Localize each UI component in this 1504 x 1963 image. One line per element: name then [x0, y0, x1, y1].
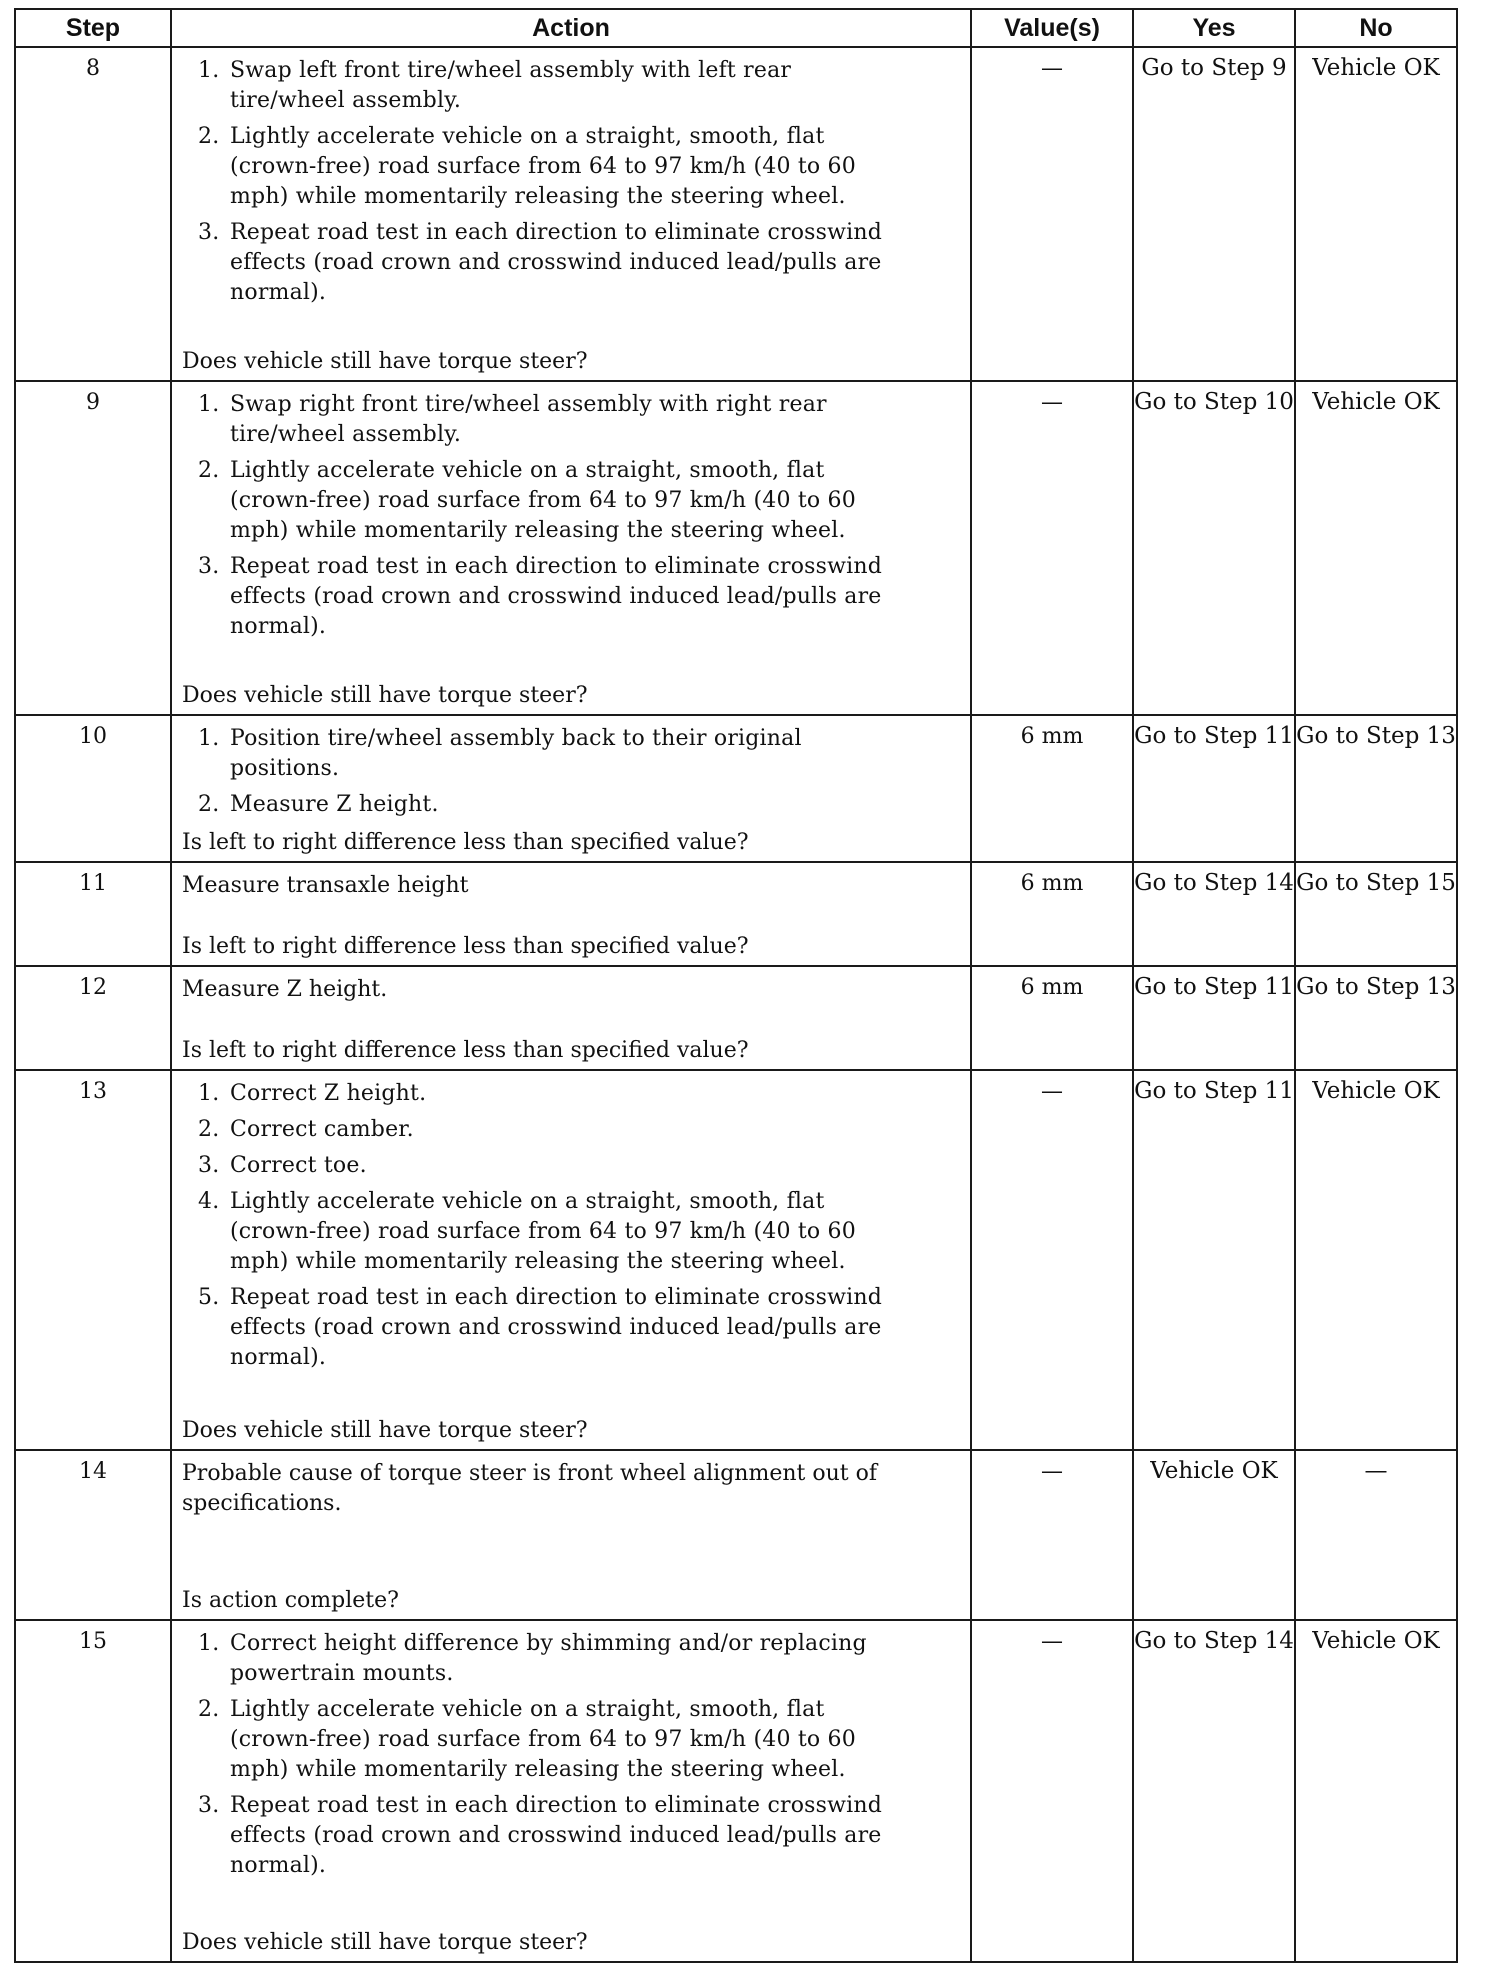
table-row — [15, 1070, 1457, 1450]
action-step-text: Lightly accelerate vehicle on a straight, smooth, flat (crown-free) road surface from 64 to 97 km/h (40 to 60 mph) while momentarily releasing the steering wheel. — [230, 458, 856, 543]
action-step-number: 1. — [198, 1081, 220, 1106]
yes-result: Go to Step 11 — [1133, 715, 1295, 862]
table-body — [15, 47, 1457, 1962]
action-step-number: 3. — [198, 554, 220, 579]
action-step — [198, 1629, 910, 1689]
action-step-text: Position tire/wheel assembly back to their original positions. — [230, 726, 802, 781]
action-step-number: 2. — [198, 1697, 220, 1722]
action-content — [172, 863, 970, 965]
yes-result: Go to Step 14 — [1133, 862, 1295, 966]
action-question: Does vehicle still have torque steer? — [182, 1418, 588, 1443]
action-step — [198, 1115, 910, 1145]
table-row — [15, 862, 1457, 966]
yes-result: Go to Step 11 — [1133, 1070, 1295, 1450]
action-step-number: 1. — [198, 726, 220, 751]
action-question: Does vehicle still have torque steer? — [182, 683, 588, 708]
step-number: 11 — [15, 862, 171, 966]
yes-result: Go to Step 10 — [1133, 381, 1295, 715]
value-cell: — — [971, 47, 1133, 381]
action-column-header: Action — [171, 9, 971, 47]
no-result: Vehicle OK — [1295, 1070, 1457, 1450]
value-cell: — — [971, 381, 1133, 715]
values-column-header: Value(s) — [971, 9, 1133, 47]
yes-result: Go to Step 9 — [1133, 47, 1295, 381]
action-step — [198, 1187, 910, 1277]
action-instructions — [172, 1451, 970, 1519]
action-step-text: Correct camber. — [230, 1117, 414, 1142]
action-step — [198, 790, 910, 820]
table-row — [15, 1450, 1457, 1620]
action-text: Probable cause of torque steer is front wheel alignment out of specifications. — [182, 1461, 877, 1516]
action-step-number: 3. — [198, 220, 220, 245]
action-instructions — [172, 1071, 970, 1379]
no-result: — — [1295, 1450, 1457, 1620]
value-cell: 6 mm — [971, 966, 1133, 1070]
action-step-text: Repeat road test in each direction to eliminate crosswind effects (road crown and crosswind induced lead/pulls are normal). — [230, 220, 883, 305]
step-column-header: Step — [15, 9, 171, 47]
action-step-number: 5. — [198, 1285, 220, 1310]
action-cell — [171, 1620, 971, 1962]
action-instructions — [172, 48, 970, 314]
yes-result: Vehicle OK — [1133, 1450, 1295, 1620]
action-step-number: 1. — [198, 58, 220, 83]
step-number: 14 — [15, 1450, 171, 1620]
step-number: 13 — [15, 1070, 171, 1450]
yes-result: Go to Step 14 — [1133, 1620, 1295, 1962]
table-header-row — [15, 9, 1457, 47]
action-steps-list — [172, 1629, 970, 1881]
action-content — [172, 967, 970, 1069]
action-step-text: Measure Z height. — [230, 792, 439, 817]
action-cell — [171, 715, 971, 862]
action-step-number: 2. — [198, 458, 220, 483]
action-step-number: 4. — [198, 1189, 220, 1214]
action-steps-list — [172, 1079, 970, 1373]
value-cell: — — [971, 1620, 1133, 1962]
action-steps-list — [172, 390, 970, 642]
action-step-text: Repeat road test in each direction to eliminate crosswind effects (road crown and crosswind induced lead/pulls are normal). — [230, 1793, 883, 1878]
action-step-text: Correct height difference by shimming and/or replacing powertrain mounts. — [230, 1631, 867, 1686]
action-step-number: 2. — [198, 1117, 220, 1142]
yes-result: Go to Step 11 — [1133, 966, 1295, 1070]
action-step-text: Lightly accelerate vehicle on a straight, smooth, flat (crown-free) road surface from 64 to 97 km/h (40 to 60 mph) while momentarily releasing the steering wheel. — [230, 124, 856, 209]
action-cell — [171, 47, 971, 381]
action-step-number: 1. — [198, 1631, 220, 1656]
table-row — [15, 47, 1457, 381]
action-question: Is left to right difference less than specified value? — [182, 934, 749, 959]
action-cell — [171, 966, 971, 1070]
action-step-text: Lightly accelerate vehicle on a straight, smooth, flat (crown-free) road surface from 64 to 97 km/h (40 to 60 mph) while momentarily releasing the steering wheel. — [230, 1697, 856, 1782]
action-step — [198, 1079, 910, 1109]
action-content — [172, 1621, 970, 1961]
action-question: Does vehicle still have torque steer? — [182, 349, 588, 374]
action-cell — [171, 862, 971, 966]
action-step-text: Swap left front tire/wheel assembly with left rear tire/wheel assembly. — [230, 58, 792, 113]
action-content — [172, 716, 970, 861]
action-cell — [171, 381, 971, 715]
action-step-number: 2. — [198, 124, 220, 149]
table-row — [15, 715, 1457, 862]
action-step — [198, 390, 910, 450]
action-steps-list — [172, 56, 970, 308]
value-cell: — — [971, 1070, 1133, 1450]
action-step — [198, 1151, 910, 1181]
action-step — [198, 724, 910, 784]
step-number: 8 — [15, 47, 171, 381]
no-column-header: No — [1295, 9, 1457, 47]
action-question: Is left to right difference less than specified value? — [182, 1038, 749, 1063]
action-step-number: 3. — [198, 1793, 220, 1818]
action-step — [198, 552, 910, 642]
action-content — [172, 1451, 970, 1619]
action-step-number: 3. — [198, 1153, 220, 1178]
action-question: Is action complete? — [182, 1588, 399, 1613]
action-instructions — [172, 863, 970, 901]
step-number: 10 — [15, 715, 171, 862]
action-cell — [171, 1070, 971, 1450]
table-row — [15, 381, 1457, 715]
no-result: Vehicle OK — [1295, 381, 1457, 715]
action-instructions — [172, 967, 970, 1005]
no-result: Go to Step 13 — [1295, 715, 1457, 862]
diagnostic-table-page — [14, 8, 1456, 1963]
value-cell: 6 mm — [971, 715, 1133, 862]
action-instructions — [172, 716, 970, 826]
action-step-text: Repeat road test in each direction to eliminate crosswind effects (road crown and crosswind induced lead/pulls are normal). — [230, 1285, 883, 1370]
action-content — [172, 1071, 970, 1449]
action-step-number: 1. — [198, 392, 220, 417]
no-result: Go to Step 15 — [1295, 862, 1457, 966]
action-question: Is left to right difference less than specified value? — [182, 830, 749, 855]
step-number: 15 — [15, 1620, 171, 1962]
table-row — [15, 1620, 1457, 1962]
action-instructions — [172, 1621, 970, 1887]
step-number: 12 — [15, 966, 171, 1070]
action-question: Does vehicle still have torque steer? — [182, 1930, 588, 1955]
action-step — [198, 1283, 910, 1373]
action-content — [172, 48, 970, 380]
value-cell: 6 mm — [971, 862, 1133, 966]
action-text: Measure Z height. — [182, 977, 388, 1002]
action-step — [198, 1791, 910, 1881]
action-text: Measure transaxle height — [182, 873, 469, 898]
action-content — [172, 382, 970, 714]
value-cell: — — [971, 1450, 1133, 1620]
action-step-text: Correct Z height. — [230, 1081, 427, 1106]
action-step — [198, 1695, 910, 1785]
action-step-number: 2. — [198, 792, 220, 817]
action-cell — [171, 1450, 971, 1620]
action-instructions — [172, 382, 970, 648]
no-result: Vehicle OK — [1295, 1620, 1457, 1962]
action-step — [198, 122, 910, 212]
action-steps-list — [172, 724, 970, 820]
action-step-text: Repeat road test in each direction to eliminate crosswind effects (road crown and crosswind induced lead/pulls are normal). — [230, 554, 883, 639]
action-step — [198, 218, 910, 308]
yes-column-header: Yes — [1133, 9, 1295, 47]
action-step-text: Correct toe. — [230, 1153, 367, 1178]
table-row — [15, 966, 1457, 1070]
action-step — [198, 56, 910, 116]
diagnostic-table — [14, 8, 1458, 1963]
action-step-text: Swap right front tire/wheel assembly with right rear tire/wheel assembly. — [230, 392, 827, 447]
no-result: Vehicle OK — [1295, 47, 1457, 381]
action-step-text: Lightly accelerate vehicle on a straight, smooth, flat (crown-free) road surface from 64 to 97 km/h (40 to 60 mph) while momentarily releasing the steering wheel. — [230, 1189, 856, 1274]
step-number: 9 — [15, 381, 171, 715]
no-result: Go to Step 13 — [1295, 966, 1457, 1070]
action-step — [198, 456, 910, 546]
